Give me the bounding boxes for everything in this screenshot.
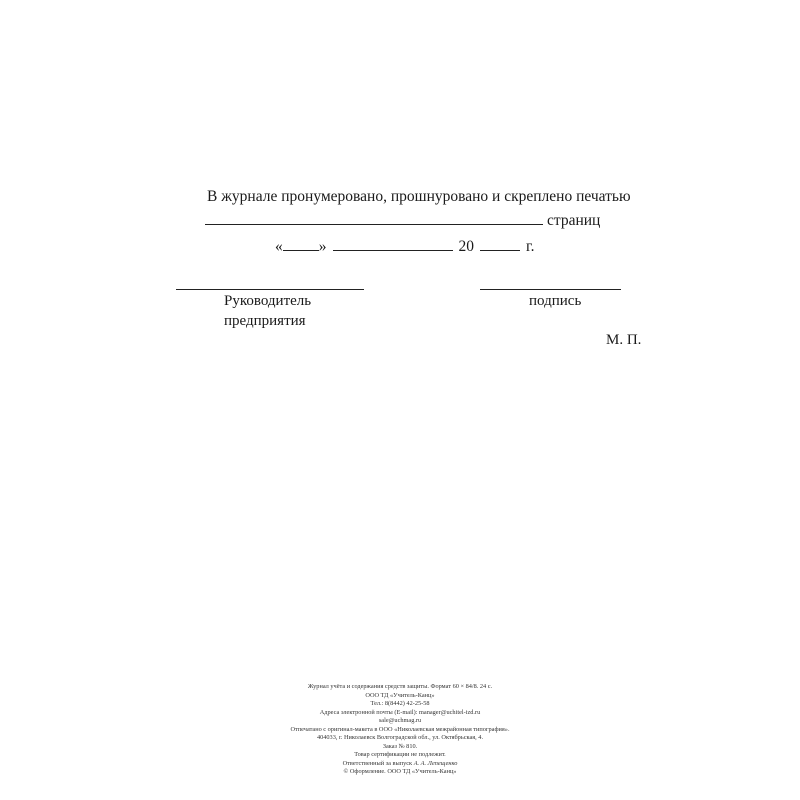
year-blank: [480, 236, 520, 251]
head-label: Руководитель: [224, 293, 312, 309]
imprint-line: Адреса электронной почты (E-mail): manager@uchitel-izd.ru: [319, 708, 481, 716]
responsible-prefix: Ответственный за выпуск: [342, 759, 413, 767]
open-quote: «: [275, 238, 283, 255]
pages-count-row: [205, 210, 600, 230]
imprint-line: sale@uchmag.ru: [378, 717, 422, 724]
year-suffix: г.: [526, 238, 535, 255]
year-prefix: 20: [458, 238, 474, 255]
pages-count-blank: [205, 210, 543, 225]
day-blank: [283, 236, 319, 251]
imprint-line: Товар сертификации не подлежит.: [354, 751, 446, 758]
date-row: [275, 236, 534, 256]
signature-label: подпись: [529, 293, 582, 309]
imprint-line: [250, 760, 550, 769]
imprint-line: Заказ № 810.: [382, 742, 418, 750]
publisher-imprint: [250, 683, 550, 777]
month-blank: [333, 236, 453, 251]
responsible-name: А. А. Лепещенко: [413, 759, 458, 767]
imprint-line: Отпечатано с оригинал-макета в ООО «Николаевская межрайонная типография».: [290, 725, 510, 733]
imprint-line: ООО ТД «Учитель-Канц»: [365, 691, 435, 699]
imprint-line: 404033, г. Николаевск Волгоградской обл., ул. Октябрьская, 4.: [316, 734, 484, 741]
imprint-line: Тел.: 8(8442) 42-25-58: [370, 700, 430, 707]
certification-statement: В журнале пронумеровано, прошнуровано и скреплено печатью: [207, 188, 631, 205]
signature-line: [480, 289, 621, 290]
organization-label: предприятия: [224, 313, 306, 329]
close-quote: »: [318, 238, 327, 255]
stamp-place-label: М. П.: [606, 332, 642, 348]
imprint-line: Журнал учёта и содержания средств защиты. Формат 60 × 84/8. 24 с.: [307, 683, 493, 690]
head-signature-line: [176, 289, 364, 290]
pages-word: страниц: [547, 212, 601, 229]
imprint-line: © Оформление. ООО ТД «Учитель-Канц»: [343, 768, 457, 775]
